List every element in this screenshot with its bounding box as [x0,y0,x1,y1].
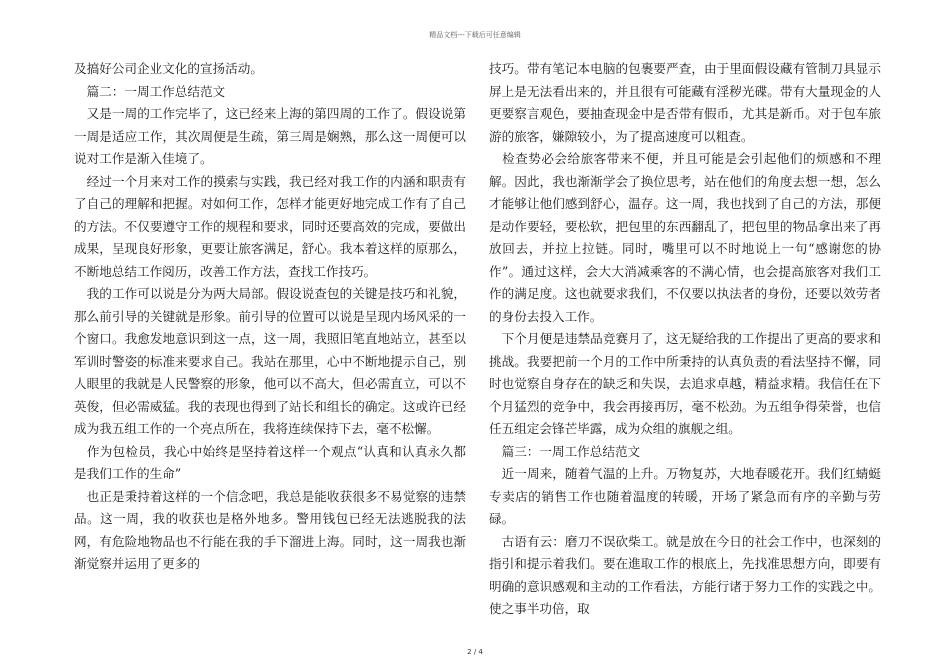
section-heading: 篇三：一周工作总结范文 [489,443,641,459]
left-column [74,58,466,576]
paragraph: 检查势必会给旅客带来不便，并且可能是会引起他们的烦感和不理解。因此，我也渐渐学会了换位思考，站在他们的角度去想一想，怎么才能够让他们感到舒心，温存。这一周，我也找到了自己的方法，那便是动作要轻，要松软，把包里的东西翻乱了，把包里的物品拿出来了再放回去，并拉上拉链。同时，嘴里可以不时地说上一句“感谢您的协作”。通过这样，会大大消减乘客的不满心情，也会提高旅客对我们工作的满足度。这也就要求我们，不仅要以执法者的身份，还要以效劳者的身份去投入工作。 [489,151,881,324]
section-heading: 篇二：一周工作总结范文 [74,83,226,99]
paragraph: 下个月便是违禁品竞赛月了，这无疑给我的工作提出了更高的要求和挑战。我要把前一个月的工作中所秉持的认真负责的看法坚持不懈，同时也觉察自身存在的缺乏和失误，去追求卓越，精益求精。我信任在下个月猛烈的竞争中，我会再接再厉，毫不松劲。为五组争得荣誉，也信任五组定会锋芒毕露，成为众组的旗舰之组。 [489,331,881,436]
paragraph: 又是一周的工作完毕了，这已经来上海的第四周的工作了。假设说第一周是适应工作，其次周便是生疏，第三周是娴熟，那么这一周便可以说对工作是渐入佳境了。 [74,106,466,166]
paragraph: 作为包检员，我心中始终是坚持着这样一个观点“认真和认真永久都是我们工作的生命” [74,443,466,481]
paragraph: 古语有云：磨刀不误砍柴工。就是放在今日的社会工作中，也深刻的指引和提示着我们。要在進取工作的根底上，先找准思想方向，即要有明确的意识感观和主动的工作看法，方能行诸于努力工作的实践之中。使之事半功倍，取 [489,533,881,616]
paragraph: 经过一个月来对工作的摸索与实践，我已经对我工作的内涵和职责有了自己的理解和把握。对如何工作，怎样才能更好地完成工作有了自己的方法。不仅要遵守工作的规程和要求，同时还要高效的完成，要做出成果，呈现良好形象，更要让旅客满足，舒心。我本着这样的原那么，不断地总结工作阅历，改善工作方法，查找工作技巧。 [74,173,466,279]
paragraph: 技巧。带有笔记本电脑的包裹要严查，由于里面假设藏有管制刀具显示屏上是无法看出来的，并且很有可能藏有淫秽光碟。带有大量现金的人更要察言观色，要抽查现金中是否带有假币，尤其是新币。对于包车旅游的旅客，嫌隙较小，为了提高速度可以粗查。 [489,61,881,144]
paragraph: 也正是秉持着这样的一个信念吧，我总是能收获很多不易觉察的违禁品。这一周，我的收获也是格外地多。警用钱包已经无法逃脱我的法网，有危险地物品也不行能在我的手下溜进上海。同时，这一周我也渐渐觉察并运用了更多的 [74,488,466,571]
page-header: 精品文档---下载后可任意编辑 [429,31,521,39]
paragraph: 我的工作可以说是分为两大局部。假设说查包的关键是技巧和礼貌，那么前引导的关键就是形象。前引导的位置可以说是呈现内场风采的一个窗口。我愈发地意识到这一点，这一周，我照旧笔直地站立，甚至以军训时警姿的标准来要求自己。我站在那里，心中不断地提示自己，别人眼里的我就是人民警察的形象，他可以不高大，但必需直立，可以不英俊，但必需威猛。我的表现也得到了站长和组长的确定。这或许已经成为我五组工作的一个亮点所在，我将连续保持下去，毫不松懈。 [74,286,466,436]
paragraph: 近一周来，随着气温的上升。万物复苏，大地春暖花开。我们红蜻蜓专卖店的销售工作也随着温度的转暖，开场了紧急而有序的辛勤与劳碌。 [489,466,881,526]
paragraph: 及搞好公司企业文化的宣扬活动。 [74,61,263,76]
page-number: 2 / 4 [467,648,483,656]
right-column [489,58,881,621]
